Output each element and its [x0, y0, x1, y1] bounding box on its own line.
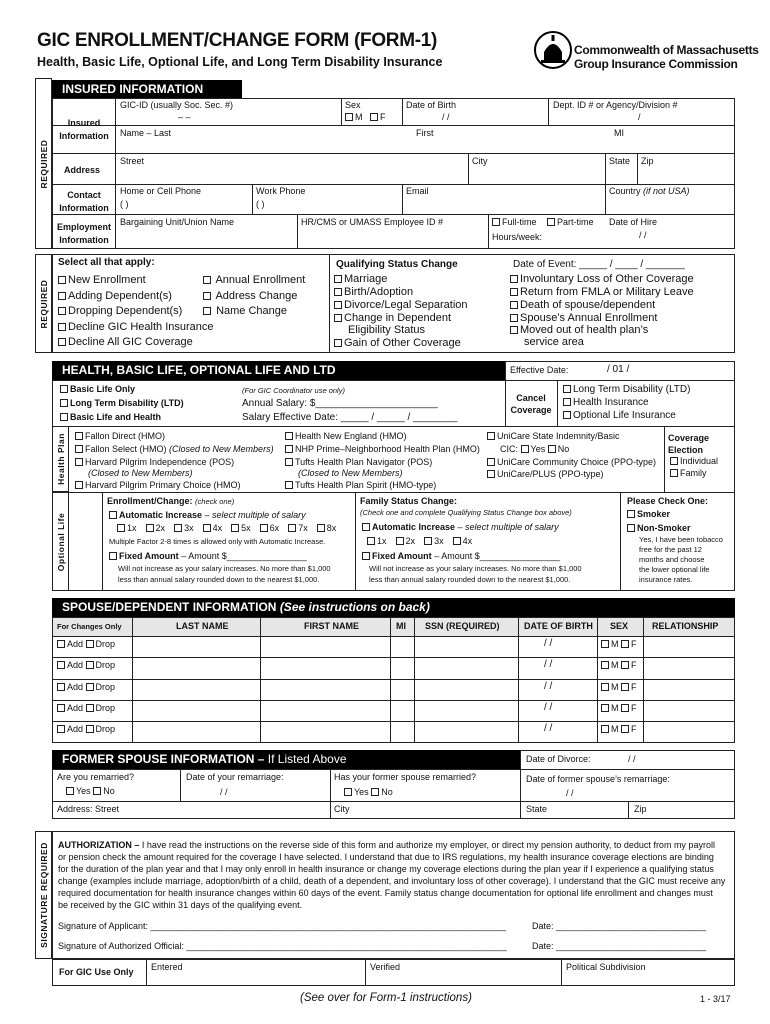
home-phone-field[interactable]: ( )	[120, 199, 129, 209]
ns-note-5: insurance rates.	[639, 575, 693, 584]
date-of-event[interactable]: Date of Event: _____ / ____ / _______	[513, 259, 685, 270]
col-changes: For Changes Only	[57, 622, 122, 631]
qsc-change-dependent[interactable]: Change in Dependent	[334, 313, 451, 324]
fam-auto-increase[interactable]: Automatic Increase – select multiple of salary	[362, 523, 559, 532]
fixed-note-2: less than annual salary rounded down to the nearest $1,000.	[118, 575, 320, 584]
plan-tufts-spirit[interactable]: Tufts Health Plan Spirit (HMO-type)	[285, 481, 436, 490]
qsc-eligibility: Eligibility Status	[348, 324, 426, 336]
insured-section-bar: INSURED INFORMATION	[52, 80, 242, 99]
signature-required-tab: SIGNATURE REQUIRED	[35, 831, 52, 959]
hrcms-label: HR/CMS or UMASS Employee ID #	[301, 217, 444, 227]
opt-name-change[interactable]: Name Change	[203, 306, 287, 317]
coverage-family[interactable]: Family	[670, 469, 707, 478]
dependent-section-bar: SPOUSE/DEPENDENT INFORMATION (See instructions on back)	[52, 598, 735, 617]
remarried-question: Are you remarried?	[57, 772, 135, 782]
qsc-gain[interactable]: Gain of Other Coverage	[334, 338, 461, 349]
plan-hp-primary[interactable]: Harvard Pilgrim Primary Choice (HMO)	[75, 481, 241, 490]
cancel-ltd[interactable]: Long Term Disability (LTD)	[563, 385, 690, 395]
ns-note-1: Yes, I have been tobacco	[639, 535, 723, 544]
fam-fixed-note-1: Will not increase as your salary increases. No more than $1,000	[369, 564, 582, 573]
divorce-date-field[interactable]: / /	[628, 754, 636, 764]
dep-sex-field[interactable]: M F	[601, 683, 637, 692]
divorce-date[interactable]: Date of Divorce:	[526, 754, 591, 764]
cancel-optional[interactable]: Optional Life Insurance	[563, 411, 676, 421]
opt-annual-enrollment[interactable]: Annual Enrollment	[203, 275, 305, 286]
footer-instructions: (See over for Form-1 instructions)	[300, 992, 472, 1004]
remarriage-date: Date of your remarriage:	[186, 772, 284, 782]
sex-label: Sex	[345, 100, 361, 110]
smoker-option[interactable]: Smoker	[627, 510, 670, 519]
qsc-spouse-annual[interactable]: Spouse’s Annual Enrollment	[510, 313, 657, 324]
required-tab-insured: REQUIRED	[35, 78, 52, 249]
gic-entered: Entered	[151, 962, 183, 972]
dep-dob-field[interactable]: / /	[544, 638, 553, 649]
cic-option[interactable]: CIC: Yes No	[500, 444, 570, 454]
signature-applicant[interactable]: Signature of Applicant: _______________________________________________________________________	[58, 921, 506, 931]
dept-label: Dept. ID # or Agency/Division #	[553, 100, 678, 110]
fixed-amount[interactable]: Fixed Amount – Amount $________________	[109, 552, 307, 561]
former-spouse-bar: FORMER SPOUSE INFORMATION – If Listed Above	[52, 750, 520, 769]
health-section-bar: HEALTH, BASIC LIFE, OPTIONAL LIFE AND LTD	[52, 361, 505, 380]
address-label: Address	[64, 165, 101, 175]
drop-checkbox[interactable]	[86, 683, 94, 691]
add-checkbox[interactable]	[57, 725, 65, 733]
plan-unicare-plus[interactable]: UniCare/PLUS (PPO-type)	[487, 470, 604, 479]
authorization-line: AUTHORIZATION – I have read the instructions on the reverse side of this form and authorize my employer, or direct my pension authority, to deduct from my payroll	[58, 840, 715, 850]
dob-label: Date of Birth	[406, 100, 457, 110]
opt-dropping-dependent[interactable]: Dropping Dependent(s)	[58, 306, 182, 317]
first-name-label: First	[416, 128, 434, 138]
effective-date[interactable]: Effective Date:	[510, 365, 569, 375]
dept-field[interactable]: /	[638, 112, 641, 122]
gic-id-label: GIC-ID (usually Soc. Sec. #)	[120, 100, 234, 110]
add-checkbox[interactable]	[57, 704, 65, 712]
former-city[interactable]: City	[334, 804, 350, 814]
gic-id-field[interactable]: – –	[178, 112, 191, 122]
authorization-line: required documentation for health insurance changes within 60 days of the event. Family status change documentation for optional life enrollment and changes must	[58, 888, 713, 898]
col-first-name: FIRST NAME	[304, 621, 359, 631]
apply-title: Select all that apply:	[58, 257, 155, 268]
basic-life-only[interactable]: Basic Life Only	[60, 385, 135, 394]
dep-add-drop[interactable]: Add Drop	[57, 661, 115, 670]
sex-m[interactable]: M	[345, 113, 363, 122]
form-subtitle: Health, Basic Life, Optional Life, and Long Term Disability Insurance	[37, 55, 443, 69]
dep-add-drop[interactable]: Add Drop	[57, 683, 115, 692]
sex-f[interactable]: F	[370, 113, 386, 122]
ltd-option[interactable]: Long Term Disability (LTD)	[60, 399, 184, 408]
authorization-line: be received by the GIC within 31 days of the qualifying event.	[58, 900, 303, 910]
insured-label: Insured Information	[59, 118, 109, 141]
optional-life-tab: Optional Life	[52, 492, 69, 591]
effective-date-value[interactable]: / 01 /	[607, 364, 630, 375]
drop-checkbox[interactable]	[86, 704, 94, 712]
coordinator-note: (For GIC Coordinator use only)	[242, 386, 345, 395]
authorization-line: change (examples include marriage, adoption/birth of a child, death of a dependent, and involuntary loss of other coverage). I understand that the GIC must receive any	[58, 876, 726, 886]
hire-field[interactable]: / /	[639, 230, 647, 240]
opt-new-enrollment[interactable]: New Enrollment	[58, 275, 146, 286]
opt-decline-health[interactable]: Decline GIC Health Insurance	[58, 322, 214, 333]
ns-note-2: free for the past 12	[639, 545, 702, 554]
state-house-logo	[534, 30, 572, 70]
opt-address-change[interactable]: Address Change	[203, 291, 297, 302]
fam-fixed-amount[interactable]: Fixed Amount – Amount $________________	[362, 552, 560, 561]
plan-fallon-select[interactable]: Fallon Select (HMO) (Closed to New Members)	[75, 445, 274, 454]
signature-official-date[interactable]: Date: ______________________________	[532, 941, 707, 951]
col-relationship: RELATIONSHIP	[652, 621, 719, 631]
full-time-checkbox[interactable]	[492, 218, 500, 226]
home-phone-label: Home or Cell Phone	[120, 186, 202, 196]
cancel-health[interactable]: Health Insurance	[563, 398, 649, 408]
contact-label: Contact Information	[59, 190, 109, 213]
employment-label: Employment Information	[56, 222, 111, 245]
qsc-divorce[interactable]: Divorce/Legal Separation	[334, 300, 468, 311]
dep-sex-field[interactable]: M F	[601, 640, 637, 649]
dep-dob-field[interactable]: / /	[544, 702, 553, 713]
dep-add-drop[interactable]: Add Drop	[57, 725, 115, 734]
dep-sex-field[interactable]: M F	[601, 704, 637, 713]
qsc-death[interactable]: Death of spouse/dependent	[510, 300, 655, 311]
required-tab-apply: REQUIRED	[35, 254, 52, 353]
ns-note-4: the lower optional life	[639, 565, 710, 574]
family-status-note: (Check one and complete Qualifying Status Change box above)	[360, 508, 572, 517]
plan-hne[interactable]: Health New England (HMO)	[285, 432, 407, 441]
sex-f-checkbox[interactable]	[370, 113, 378, 121]
plan-hp-independence-note: (Closed to New Members)	[88, 468, 193, 478]
full-time[interactable]: Full-time	[492, 218, 537, 227]
col-dob: DATE OF BIRTH	[524, 621, 593, 631]
col-last-name: LAST NAME	[176, 621, 229, 631]
family-status-title: Family Status Change:	[360, 496, 458, 506]
dob-field[interactable]: / /	[442, 112, 450, 122]
work-phone-field[interactable]: ( )	[256, 199, 265, 209]
org-name: Commonwealth of Massachusetts	[574, 43, 759, 57]
dep-dob-field[interactable]: / /	[544, 659, 553, 670]
former-remarried-question: Has your former spouse remarried?	[334, 772, 477, 782]
qsc-marriage[interactable]: Marriage	[334, 274, 387, 285]
drop-checkbox[interactable]	[86, 725, 94, 733]
name-last-label: Name – Last	[120, 128, 172, 138]
basic-life-health[interactable]: Basic Life and Health	[60, 413, 161, 422]
multiple-row[interactable]: 1x 2x 3x 4x 5x 6x 7x 8x	[117, 524, 336, 533]
remarried-options[interactable]: Yes No	[66, 787, 115, 796]
opt-decline-all[interactable]: Decline All GIC Coverage	[58, 337, 193, 348]
part-time[interactable]: Part-time	[547, 218, 594, 227]
please-check-one: Please Check One:	[627, 496, 709, 506]
hours-week[interactable]: Hours/week:	[492, 232, 543, 242]
coverage-individual[interactable]: Individual	[670, 457, 718, 466]
state-label: State	[609, 156, 631, 166]
ns-note-3: months and choose	[639, 555, 705, 564]
org-commission: Group Insurance Commission	[574, 57, 738, 71]
qsc-moved[interactable]: Moved out of health plan’s	[510, 325, 648, 336]
enroll-change-title: Enrollment/Change: (check one)	[107, 496, 235, 506]
opt-adding-dependent[interactable]: Adding Dependent(s)	[58, 291, 172, 302]
authorization-line: for the duration of the plan year and that I may only enroll in health insurance or change my coverage elections during the plan year if I experience a qualifying status	[58, 864, 714, 874]
col-ssn: SSN (REQUIRED)	[425, 621, 500, 631]
plan-hp-independence[interactable]: Harvard Pilgrim Independence (POS)	[75, 458, 234, 467]
annual-salary[interactable]: Annual Salary: $______________________	[242, 398, 438, 409]
qsc-fmla[interactable]: Return from FMLA or Military Leave	[510, 287, 694, 298]
former-state[interactable]: State	[526, 804, 548, 814]
qsc-involuntary[interactable]: Involuntary Loss of Other Coverage	[510, 274, 694, 285]
dep-add-drop[interactable]: Add Drop	[57, 640, 115, 649]
signature-applicant-date[interactable]: Date: ______________________________	[532, 921, 707, 931]
gic-verified: Verified	[370, 962, 401, 972]
form-title: GIC ENROLLMENT/CHANGE FORM (FORM-1)	[37, 30, 438, 51]
gic-political-subdivision: Political Subdivision	[566, 962, 646, 972]
former-remarriage-date: Date of former spouse’s remarriage:	[526, 774, 670, 784]
dep-sex-field[interactable]: M F	[601, 725, 637, 734]
dep-sex-field[interactable]: M F	[601, 661, 637, 670]
add-checkbox[interactable]	[57, 661, 65, 669]
gic-use-label: For GIC Use Only	[59, 967, 134, 977]
country-label: Country (if not USA)	[609, 186, 690, 196]
work-phone-label: Work Phone	[256, 186, 306, 196]
plan-fallon-direct[interactable]: Fallon Direct (HMO)	[75, 432, 165, 441]
plan-unicare-indemnity[interactable]: UniCare State Indemnity/Basic	[487, 432, 620, 441]
mi-label: MI	[614, 128, 624, 138]
health-plan-tab: Health Plan	[52, 426, 69, 492]
dep-dob-field[interactable]: / /	[544, 723, 553, 734]
hire-label: Date of Hire	[609, 217, 658, 227]
plan-tufts-navigator-note: (Closed to New Members)	[298, 468, 403, 478]
sex-m-checkbox[interactable]	[345, 113, 353, 121]
email-label: Email	[406, 186, 429, 196]
qsc-moved-2: service area	[524, 336, 584, 348]
col-sex: SEX	[610, 621, 629, 631]
fixed-note-1: Will not increase as your salary increases. No more than $1,000	[118, 564, 331, 573]
plan-tufts-navigator[interactable]: Tufts Health Plan Navigator (POS)	[285, 458, 432, 467]
drop-checkbox[interactable]	[86, 640, 94, 648]
cancel-coverage-label: Cancel Coverage	[510, 393, 552, 415]
form-code: 1 - 3/17	[700, 994, 731, 1004]
salary-effective-date[interactable]: Salary Effective Date: _____ / _____ / ________	[242, 412, 458, 423]
dep-dob-field[interactable]: / /	[544, 681, 553, 692]
plan-nhp[interactable]: NHP Prime–Neighborhood Health Plan (HMO)	[285, 445, 480, 454]
street-label: Street	[120, 156, 145, 166]
auto-increase[interactable]: Automatic Increase – select multiple of salary	[109, 511, 306, 520]
former-address-street[interactable]: Address: Street	[57, 804, 120, 814]
signature-official[interactable]: Signature of Authorized Official: ________________________________________________________________	[58, 941, 507, 951]
remarriage-date-field[interactable]: / /	[220, 787, 228, 797]
former-remarriage-field[interactable]: / /	[566, 788, 574, 798]
bargaining-label: Bargaining Unit/Union Name	[120, 217, 235, 227]
qsc-title: Qualifying Status Change	[336, 259, 458, 270]
fam-fixed-note-2: less than annual salary rounded down to the nearest $1,000.	[369, 575, 571, 584]
plan-unicare-community[interactable]: UniCare Community Choice (PPO-type)	[487, 458, 656, 467]
drop-checkbox[interactable]	[86, 661, 94, 669]
former-zip[interactable]: Zip	[634, 804, 647, 814]
add-checkbox[interactable]	[57, 683, 65, 691]
coverage-election-label: Coverage Election	[668, 433, 710, 455]
zip-label: Zip	[641, 156, 654, 166]
authorization-line: or pension check the amount required for the coverage I have selected. I understand that due to IRS regulations, my health insurance coverage elections are binding	[58, 852, 714, 862]
former-remarried-options[interactable]: Yes No	[344, 788, 393, 797]
qsc-birth[interactable]: Birth/Adoption	[334, 287, 413, 298]
dep-add-drop[interactable]: Add Drop	[57, 704, 115, 713]
add-checkbox[interactable]	[57, 640, 65, 648]
non-smoker-option[interactable]: Non-Smoker	[627, 524, 691, 533]
col-mi: MI	[396, 621, 406, 631]
fam-multiple-row[interactable]: 1x 2x 3x 4x	[367, 537, 472, 546]
city-label: City	[472, 156, 488, 166]
part-time-checkbox[interactable]	[547, 218, 555, 226]
factor-note: Multiple Factor 2-8 times is allowed only with Automatic Increase.	[109, 537, 326, 546]
